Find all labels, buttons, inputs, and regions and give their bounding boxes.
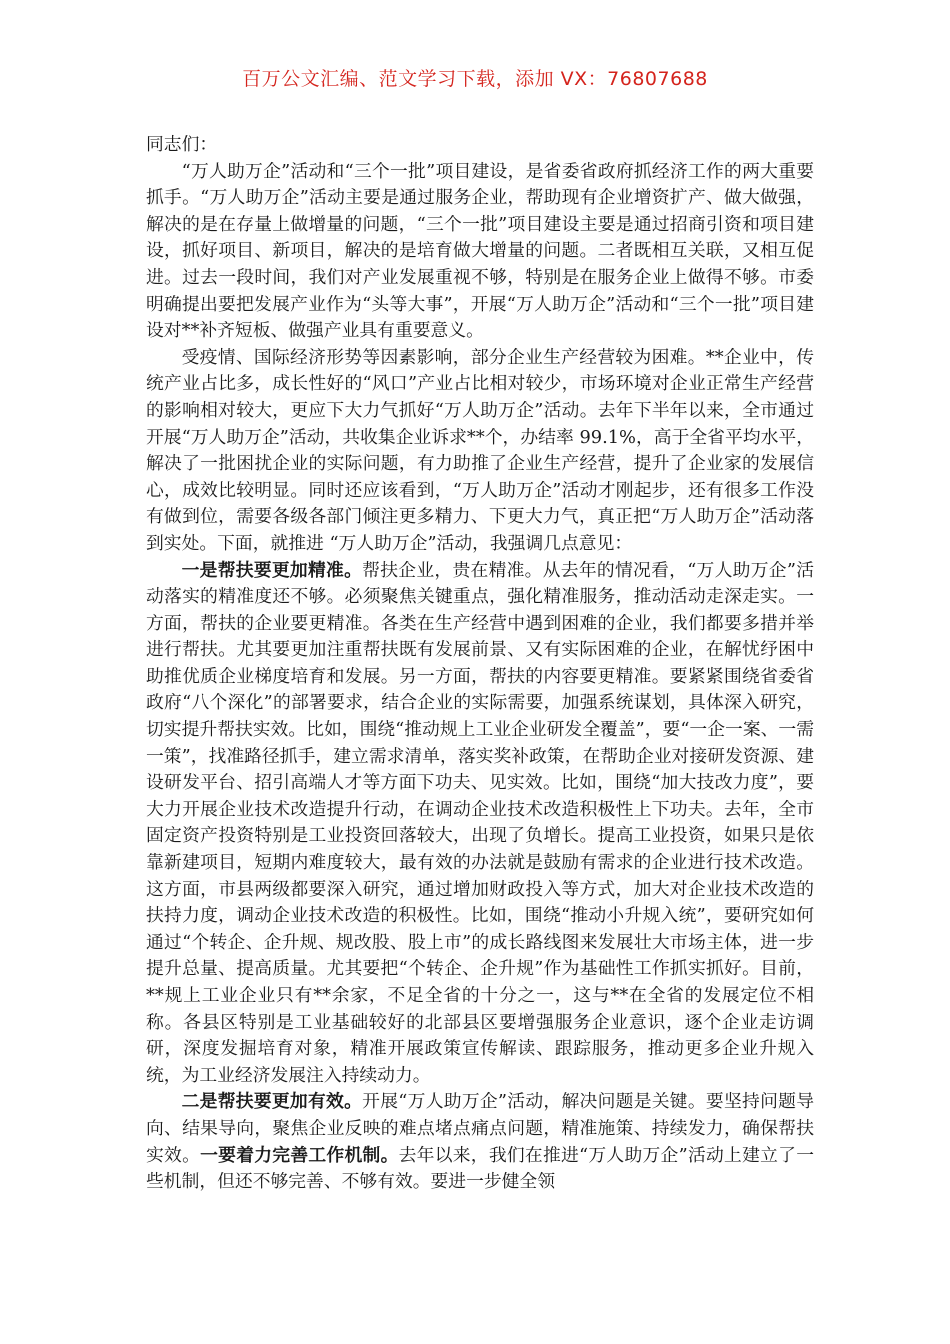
paragraph-point-one	[146, 558, 814, 1090]
point-two-text: 开展“万人助万企”活动，解决问题是关键。要坚持问题导向、结果导向，聚焦企业反映的难点堵点痛点问题，精准施策、持续发力，确保帮扶实效。	[146, 1091, 814, 1166]
salutation: 同志们：	[146, 134, 218, 155]
paragraph-intro: “万人助万企”活动和“三个一批”项目建设，是省委省政府抓经济工作的两大重要抓手。“万人助万企”活动主要是通过服务企业，帮助现有企业增资扩产、做大做强，解决的是在存量上做增量的问题，“三个一批”项目建设主要是通过招商引资和项目建设，抓好项目、新项目，解决的是培育做大增量的问题。二者既相互关联，又相互促进。过去一段时间，我们对产业发展重视不够，特别是在服务企业上做得不够。市委明确提出要把发展产业作为“头等大事”，开展“万人助万企”活动和“三个一批”项目建设对**补齐短板、做强产业具有重要意义。	[146, 160, 814, 342]
paragraph-point-two	[146, 1089, 814, 1195]
paragraph-background: 受疫情、国际经济形势等因素影响，部分企业生产经营较为困难。**企业中，传统产业占比多，成长性好的“风口”产业占比相对较少，市场环境对企业正常生产经营的影响相对较大，更应下大力气抓好“万人助万企”活动。去年下半年以来，全市通过开展“万人助万企”活动，共收集企业诉求**个，办结率 99.1%，高于全省平均水平，解决了一批困扰企业的实际问题，有力助推了企业生产经营，提升了企业家的发展信心，成效比较明显。同时还应该看到，“万人助万企”活动才刚起步，还有很多工作没有做到位，需要各级各部门倾注更多精力、下更大力气，真正把“万人助万企”活动落到实处。下面，就推进 “万人助万企”活动，我强调几点意见：	[146, 346, 814, 554]
point-two-subtext: 去年以来，我们在推进“万人助万企”活动上建立了一些机制，但还不够完善、不够有效。要进一步健全领	[146, 1144, 814, 1193]
point-one-text: 帮扶企业，贵在精准。从去年的情况看，“万人助万企”活动落实的精准度还不够。必须聚焦关键重点，强化精准服务，推动活动走深走实。一方面，帮扶的企业要更精准。各类在生产经营中遇到困难的企业，我们都要多措并举进行帮扶。尤其要更加注重帮扶既有发展前景、又有实际困难的企业，在解忧纾困中助推优质企业梯度培育和发展。另一方面，帮扶的内容要更精准。要紧紧围绕省委省政府“八个深化”的部署要求，结合企业的实际需要，加强系统谋划，具体深入研究，切实提升帮扶实效。比如，围绕“推动规上工业企业研发全覆盖”，要“一企一案、一需一策”，找准路径抓手，建立需求清单，落实奖补政策，在帮助企业对接研发资源、建设研发平台、招引高端人才等方面下功夫、见实效。比如，围绕“加大技改力度”，要大力开展企业技术改造提升行动，在调动企业技术改造积极性上下功夫。去年，全市固定资产投资特别是工业投资回落较大，出现了负增长。提高工业投资，如果只是依靠新建项目，短期内难度较大，最有效的办法就是鼓励有需求的企业进行技术改造。这方面，市县两级都要深入研究，通过增加财政投入等方式，加大对企业技术改造的扶持力度，调动企业技术改造的积极性。比如，围绕“推动小升规入统”，要研究如何通过“个转企、企升规、规改股、股上市”的成长路线图来发展壮大市场主体，进一步提升总量、提高质量。尤其要把“个转企、企升规”作为基础性工作抓实抓好。目前，**规上工业企业只有**余家，不足全省的十分之一，这与**在全省的发展定位不相称。各县区特别是工业基础较好的北部县区要增强服务企业意识，逐个企业走访调研，深度发掘培育对象，精准开展政策宣传解读、跟踪服务，推动更多企业升规入统，为工业经济发展注入持续动力。	[146, 559, 814, 1086]
watermark-banner: 百万公文汇编、范文学习下载，添加 VX：76807688	[242, 68, 708, 90]
point-two-subheading: 一要着力完善工作机制。	[200, 1144, 399, 1166]
point-two-heading: 二是帮扶要更加有效。	[181, 1091, 363, 1113]
point-one-heading: 一是帮扶要更加精准。	[181, 559, 363, 581]
document-body	[146, 132, 814, 1196]
